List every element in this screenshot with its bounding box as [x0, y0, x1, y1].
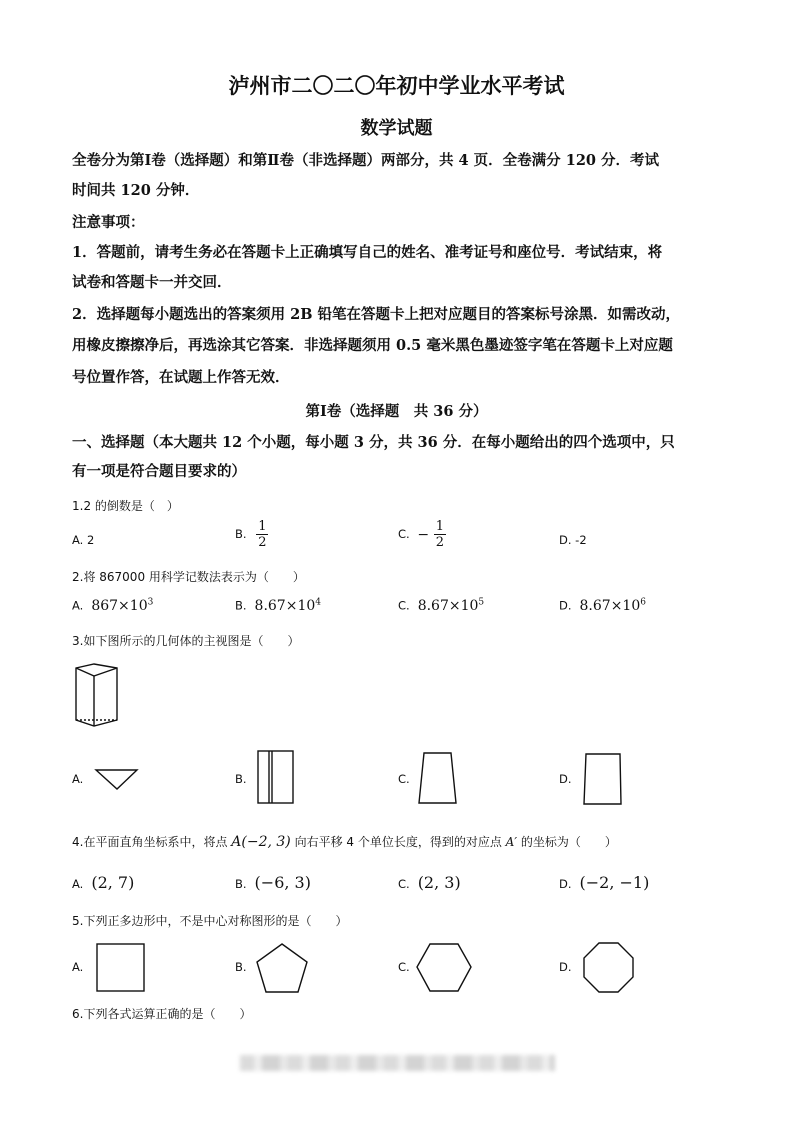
q2-a-value: [91, 598, 153, 614]
q1-c-numerator: 1: [435, 519, 445, 534]
section-title: 第Ⅰ卷（选择题 共 36 分）: [305, 403, 488, 420]
prism-top-edge-2: [94, 668, 117, 676]
q2-option-d: [559, 597, 646, 614]
q1-option-c: [398, 519, 446, 550]
prism-top-edge-1: [76, 668, 94, 676]
q1-option-b: [235, 519, 268, 550]
question-6-stem: 6.下列各式运算正确的是（ ）: [72, 1007, 252, 1021]
note-2-line-1: 2．选择题每小题选出的答案须用 2B 铅笔在答题卡上把对应题目的答案标号涂黑．如需改动，: [72, 306, 681, 323]
q2-b-label: B.: [235, 598, 247, 613]
section-instruction-line-2: 有一项是符合题目要求的）: [72, 463, 246, 480]
q3-option-c-label: C.: [398, 772, 410, 786]
q2-d-exponent: 6: [640, 597, 646, 607]
exam-subtitle: 数学试题: [360, 118, 433, 139]
q2-b-base: 8.67×10: [254, 597, 316, 614]
q5-option-c-label: C.: [398, 960, 410, 974]
q5-option-b-pentagon: [255, 943, 309, 995]
q5-option-d-label: D.: [559, 960, 572, 974]
q2-a-base: 867×10: [91, 597, 148, 614]
q2-d-value: [580, 598, 646, 614]
note-1-line-2: 试卷和答题卡一并交回．: [72, 274, 232, 291]
intro-line-2: 时间共 120 分钟．: [72, 182, 200, 199]
q4-d-label: D.: [559, 877, 572, 891]
q4-stem-part-3: 的坐标为（ ）: [517, 835, 617, 849]
intro-line-1: 全卷分为第Ⅰ卷（选择题）和第Ⅱ卷（非选择题）两部分，共 4 页．全卷满分 120 分．考试: [72, 152, 660, 169]
q2-b-value: [255, 598, 321, 614]
note-2-line-2: 用橡皮擦擦净后，再选涂其它答案．非选择题须用 0.5 毫米黑色墨迹签字笔在答题卡上对应题: [72, 337, 673, 354]
q1-option-d: D. -2: [559, 533, 587, 547]
q2-option-c: [398, 597, 484, 614]
q2-c-exponent: 5: [478, 597, 485, 607]
q2-b-exponent: 4: [315, 597, 321, 607]
q4-point-a-prime: A′: [505, 835, 518, 849]
q2-a-exponent: 3: [147, 597, 154, 607]
q4-option-d: [559, 873, 649, 892]
q1-option-b-fraction: [256, 519, 268, 550]
q3-option-c-trapezoid: [418, 751, 458, 805]
q2-option-b: [235, 597, 321, 614]
note-2-line-3: 号位置作答，在试题上作答无效．: [72, 369, 290, 386]
q4-stem-part-1: 4.在平面直角坐标系中，将点: [72, 835, 232, 849]
q3-option-d-rectangle: [583, 752, 623, 806]
q4-option-c: [398, 873, 461, 892]
q5-option-a-label: A.: [72, 960, 84, 974]
q1-option-a: A. 2: [72, 533, 95, 547]
q2-a-label: A.: [72, 598, 84, 613]
q4-stem-part-2: 向右平移 4 个单位长度，得到的对应点: [290, 835, 506, 849]
q4-b-label: B.: [235, 877, 247, 891]
q4-c-label: C.: [398, 877, 410, 891]
q3-option-a-triangle: [95, 768, 139, 792]
q3-option-b-split-rectangle: [257, 750, 295, 805]
q3-option-a-label: A.: [72, 772, 84, 786]
question-2-stem: 2.将 867000 用科学记数法表示为（ ）: [72, 570, 305, 584]
question-4-stem: [72, 833, 617, 850]
q4-a-value: (2, 7): [91, 873, 135, 892]
question-3-stem: 3.如下图所示的几何体的主视图是（ ）: [72, 634, 300, 648]
q1-c-sign: −: [417, 526, 430, 543]
q1-option-b-label: B.: [235, 527, 247, 541]
q4-c-value: (2, 3): [417, 873, 461, 892]
q5-option-c-hexagon: [416, 943, 472, 993]
q1-b-denominator: 2: [258, 535, 267, 550]
q3-option-d-label: D.: [559, 772, 572, 786]
notes-heading: 注意事项：: [72, 214, 145, 231]
exam-title: 泸州市二〇二〇年初中学业水平考试: [228, 73, 565, 98]
q2-c-value: [418, 598, 484, 614]
q4-d-value: (−2, −1): [579, 873, 650, 892]
q1-b-numerator: 1: [258, 519, 267, 534]
q4-point-a: A(−2, 3): [231, 834, 291, 850]
question-1-stem: 1.2 的倒数是（ ）: [72, 499, 179, 513]
section-instruction-line-1: 一、选择题（本大题共 12 个小题，每小题 3 分，共 36 分．在每小题给出的四个选项中，只: [72, 434, 675, 451]
blurred-watermark: [240, 1055, 555, 1071]
q4-option-a: [72, 873, 134, 892]
q1-c-denominator: 2: [435, 535, 445, 550]
q3-prism-figure: [72, 662, 124, 734]
prism-outline: [76, 664, 117, 726]
q2-c-base: 8.67×10: [417, 597, 479, 614]
q5-option-d-octagon: [583, 942, 635, 994]
q5-option-a-square: [96, 943, 146, 993]
question-5-stem: 5.下列正多边形中，不是中心对称图形的是（ ）: [72, 914, 348, 928]
q2-option-a: [72, 597, 153, 614]
q4-b-value: (−6, 3): [254, 873, 311, 892]
note-1-line-1: 1．答题前，请考生务必在答题卡上正确填写自己的姓名、准考证号和座位号．考试结束，将: [72, 244, 663, 261]
q4-a-label: A.: [72, 877, 84, 891]
q5-option-b-label: B.: [235, 960, 247, 974]
q2-d-label: D.: [559, 598, 572, 613]
q2-c-label: C.: [398, 598, 410, 613]
q3-option-b-label: B.: [235, 772, 247, 786]
q2-d-base: 8.67×10: [579, 597, 641, 614]
q1-option-c-label: C.: [398, 527, 410, 541]
q4-option-b: [235, 873, 311, 892]
q1-option-c-fraction: [434, 519, 446, 550]
